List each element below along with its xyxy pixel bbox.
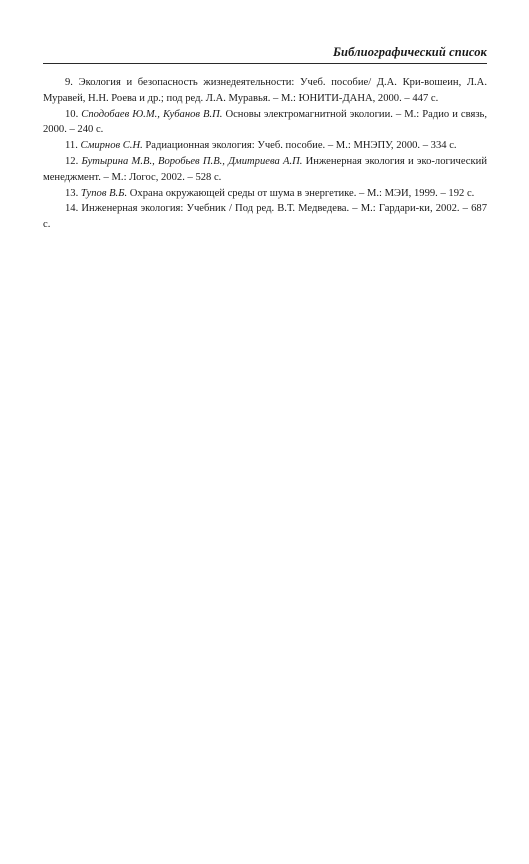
entry-number: 12.	[65, 155, 79, 167]
entry-number: 13.	[65, 187, 79, 199]
entry-text: Инженерная экология: Учебник / Под ред. В.Т. Медведева. – М.: Гардари-ки, 2002. – 687 с.	[43, 203, 487, 231]
bibliography-entry	[43, 201, 487, 233]
bibliography-entry	[43, 186, 487, 202]
entry-authors: Сподобаев Ю.М., Кубанов В.П.	[81, 108, 223, 120]
entry-number: 10.	[65, 108, 79, 120]
entry-authors: Тупов В.Б.	[80, 187, 128, 199]
bibliography-entry	[43, 138, 487, 154]
bibliography-entry	[43, 154, 487, 186]
entry-number: 11.	[65, 140, 78, 152]
running-header: Библиографический список	[333, 45, 487, 59]
bibliography-entry	[43, 75, 487, 107]
entry-text: Экология и безопасность жизнедеятельности: Учеб. пособие/ Д.А. Кри-вошеин, Л.А. Муравей, Н.Н. Роева и др.; под ред. Л.А. Муравья. – М.: ЮНИТИ-ДАНА, 2000. – 447 с.	[43, 77, 487, 104]
bibliography-list	[43, 75, 487, 233]
entry-number: 9.	[65, 77, 73, 88]
entry-text: Радиационная экология: Учеб. пособие. – М.: МНЭПУ, 2000. – 334 с.	[145, 140, 457, 152]
header-rule	[43, 63, 487, 64]
entry-number: 14.	[65, 203, 79, 215]
entry-authors: Смирнов С.Н.	[80, 140, 143, 152]
entry-authors: Бутырина М.В., Воробьев П.В., Дмитриева А.П.	[81, 155, 303, 167]
entry-text: Охрана окружающей среды от шума в энергетике. – М.: МЭИ, 1999. – 192 с.	[129, 187, 475, 199]
bibliography-entry	[43, 107, 487, 139]
entry-text: Инженерная экология и эко-логический менеджмент. – М.: Логос, 2002. – 528 с.	[43, 155, 487, 183]
entry-text: Основы электромагнитной экологии. – М.: Радио и связь, 2000. – 240 с.	[43, 108, 487, 136]
